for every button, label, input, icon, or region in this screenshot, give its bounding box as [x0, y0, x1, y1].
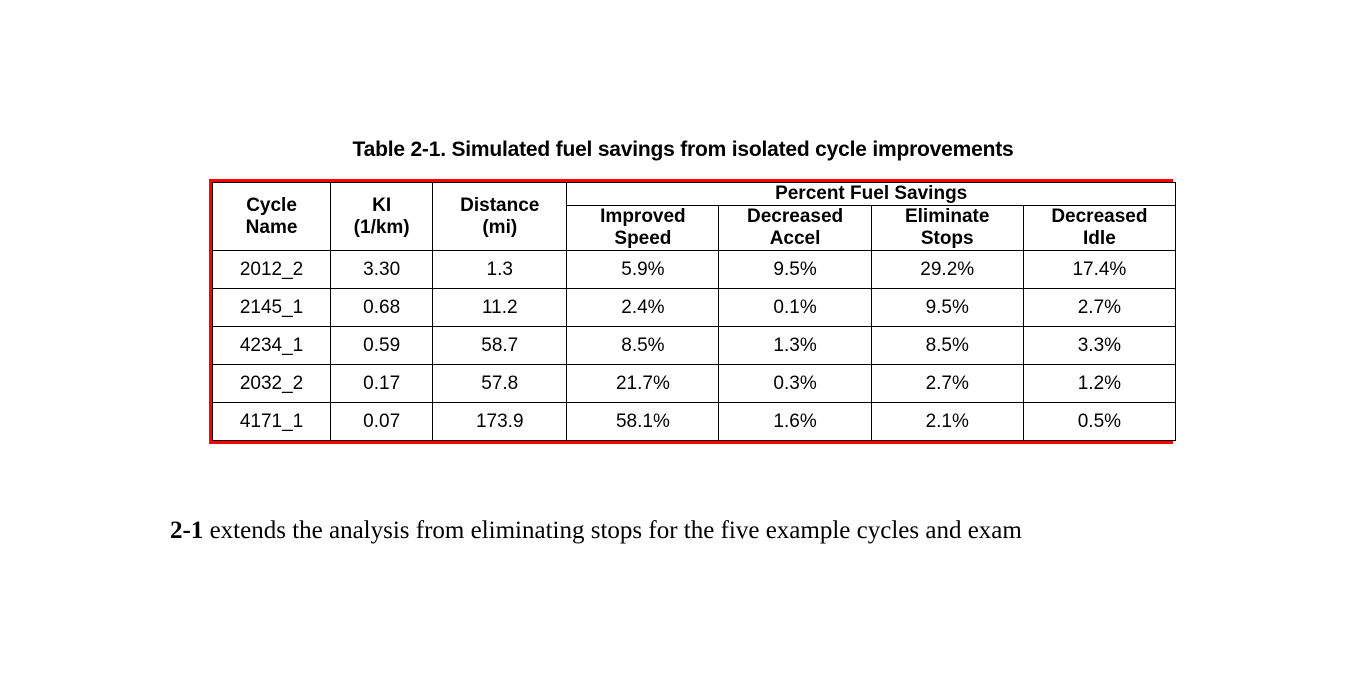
- cell-cycle-name: 2145_1: [213, 289, 331, 327]
- table-header: [213, 183, 1176, 251]
- body-paragraph-text: extends the analysis from eliminating stops for the five example cycles and exam: [203, 517, 1022, 544]
- cell-decreased-accel: 1.6%: [719, 403, 871, 441]
- cell-decreased-idle: 3.3%: [1023, 327, 1175, 365]
- cell-cycle-name: 4234_1: [213, 327, 331, 365]
- header-eliminate-stops: [871, 206, 1023, 251]
- cell-eliminate-stops: 29.2%: [871, 251, 1023, 289]
- table-row: [213, 403, 1176, 441]
- body-paragraph: [170, 515, 1320, 547]
- cell-ki: 0.68: [331, 289, 433, 327]
- cell-cycle-name: 2032_2: [213, 365, 331, 403]
- cell-eliminate-stops: 2.7%: [871, 365, 1023, 403]
- cell-ki: 0.59: [331, 327, 433, 365]
- header-cycle-name: [213, 183, 331, 251]
- fuel-savings-table: [212, 182, 1176, 441]
- header-decreased-idle: [1023, 206, 1175, 251]
- cell-ki: 3.30: [331, 251, 433, 289]
- table-reference: 2-1: [170, 517, 204, 544]
- cell-eliminate-stops: 9.5%: [871, 289, 1023, 327]
- cell-decreased-idle: 2.7%: [1023, 289, 1175, 327]
- cell-improved-speed: 8.5%: [567, 327, 719, 365]
- header-percent-fuel-savings: Percent Fuel Savings: [567, 183, 1176, 206]
- header-distance: [433, 183, 567, 251]
- header-ki: [331, 183, 433, 251]
- cell-distance: 57.8: [433, 365, 567, 403]
- table-caption: Table 2-1. Simulated fuel savings from isolated cycle improvements: [352, 138, 1014, 161]
- header-decreased-idle-line2: Idle: [1083, 228, 1116, 249]
- cell-improved-speed: 21.7%: [567, 365, 719, 403]
- cell-improved-speed: 58.1%: [567, 403, 719, 441]
- cell-decreased-idle: 17.4%: [1023, 251, 1175, 289]
- cell-distance: 173.9: [433, 403, 567, 441]
- table-row: [213, 365, 1176, 403]
- header-decreased-accel: [719, 206, 871, 251]
- table-body: [213, 251, 1176, 441]
- cell-decreased-accel: 0.3%: [719, 365, 871, 403]
- table-row: [213, 289, 1176, 327]
- header-decreased-accel-line2: Accel: [769, 228, 821, 249]
- cell-cycle-name: 2012_2: [213, 251, 331, 289]
- cell-distance: 58.7: [433, 327, 567, 365]
- table-header-row-group: [213, 183, 1176, 206]
- header-decreased-idle-line1: Decreased: [1051, 206, 1148, 227]
- cell-distance: 1.3: [433, 251, 567, 289]
- header-distance-line1: Distance: [460, 194, 540, 216]
- table-row: [213, 251, 1176, 289]
- header-decreased-accel-line1: Decreased: [747, 206, 844, 227]
- header-distance-line2: (mi): [482, 216, 518, 238]
- header-improved-speed-line2: Speed: [614, 228, 672, 249]
- table-row: [213, 327, 1176, 365]
- header-eliminate-stops-line2: Stops: [920, 228, 974, 249]
- cell-decreased-idle: 1.2%: [1023, 365, 1175, 403]
- cell-ki: 0.07: [331, 403, 433, 441]
- cell-decreased-accel: 1.3%: [719, 327, 871, 365]
- cell-improved-speed: 5.9%: [567, 251, 719, 289]
- header-improved-speed-line1: Improved: [600, 206, 686, 227]
- cell-eliminate-stops: 2.1%: [871, 403, 1023, 441]
- header-cycle-name-line2: Name: [245, 216, 298, 238]
- header-cycle-name-line1: Cycle: [246, 194, 297, 216]
- header-eliminate-stops-line1: Eliminate: [904, 206, 990, 227]
- cell-eliminate-stops: 8.5%: [871, 327, 1023, 365]
- cell-cycle-name: 4171_1: [213, 403, 331, 441]
- cell-improved-speed: 2.4%: [567, 289, 719, 327]
- cell-decreased-idle: 0.5%: [1023, 403, 1175, 441]
- header-improved-speed: [567, 206, 719, 251]
- fuel-savings-table-container: [209, 179, 1173, 444]
- cell-distance: 11.2: [433, 289, 567, 327]
- cell-decreased-accel: 0.1%: [719, 289, 871, 327]
- cell-ki: 0.17: [331, 365, 433, 403]
- header-ki-line2: (1/km): [353, 216, 410, 238]
- cell-decreased-accel: 9.5%: [719, 251, 871, 289]
- header-ki-line1: KI: [372, 194, 392, 216]
